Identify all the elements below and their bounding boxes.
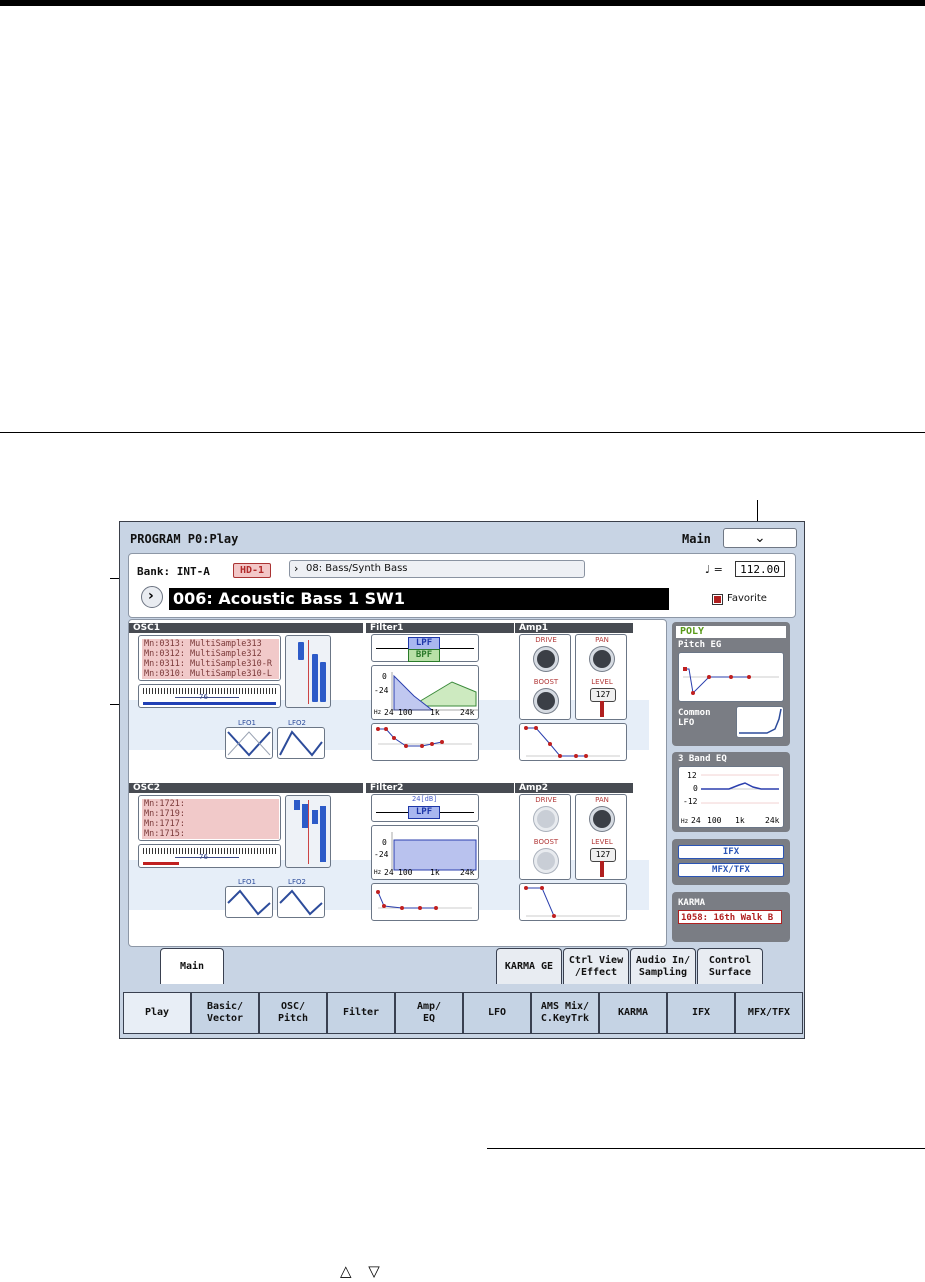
osc1-lfo1-label: LFO1 — [238, 719, 256, 727]
filter1-db-top: 0 — [382, 672, 387, 681]
favorite-checkbox[interactable] — [712, 594, 723, 605]
page-tab-bar — [123, 992, 803, 1034]
tab-play[interactable]: Play — [123, 992, 191, 1034]
program-play-screen — [119, 521, 805, 1039]
amp2-drive-label: DRIVE — [535, 796, 557, 804]
eq-freq-24: 24 — [691, 816, 701, 825]
filter1-eg-graph[interactable] — [371, 723, 479, 761]
osc1-header: OSC1 — [129, 623, 363, 633]
osc2-range-bar — [143, 862, 179, 865]
category-label: 08: Bass/Synth Bass — [306, 563, 408, 574]
subtab-audio-in[interactable]: Audio In/ Sampling — [630, 948, 696, 984]
amp1-header: Amp1 — [515, 623, 633, 633]
filter2-freq-1k: 1k — [430, 868, 440, 877]
tab-osc-pitch[interactable]: OSC/ Pitch — [259, 992, 327, 1034]
eq-freq-100: 100 — [707, 816, 722, 825]
tab-basic-vector[interactable]: Basic/ Vector — [191, 992, 259, 1034]
amp1-boost-knob[interactable] — [534, 689, 558, 713]
filter2-freq-24: 24 — [384, 868, 394, 877]
tempo-field[interactable]: 112.00 — [735, 561, 785, 577]
lfo-curve — [737, 707, 783, 737]
osc1-keyboard-range[interactable] — [138, 684, 281, 708]
osc2-ms-1: Mn:1721: — [142, 799, 279, 809]
filter1-type-box[interactable] — [371, 634, 479, 662]
osc1-ms-4: Mn:0310: MultiSample310-L — [142, 669, 279, 679]
subtab-ctrl-view[interactable]: Ctrl View /Effect — [563, 948, 629, 984]
osc2-ms-2: Mn:1719: — [142, 809, 279, 819]
osc1-ms-2: Mn:0312: MultiSample312 — [142, 649, 279, 659]
amp1-level-value[interactable]: 127 — [590, 688, 616, 702]
filter2-eg-curve — [372, 884, 478, 920]
voice-mode[interactable]: POLY — [676, 626, 786, 638]
keyboard-icon — [143, 848, 276, 854]
amp2-header: Amp2 — [515, 783, 633, 793]
filter1-db-bottom: -24 — [374, 686, 389, 695]
osc2-ms-3: Mn:1717: — [142, 819, 279, 829]
karma-panel — [672, 892, 790, 942]
filter1-response-graph[interactable] — [371, 665, 479, 720]
bottom-rule — [487, 1148, 925, 1149]
top-rule — [0, 0, 925, 6]
page-menu-button[interactable] — [723, 528, 797, 548]
tab-ifx[interactable]: IFX — [667, 992, 735, 1034]
amp1-eg-curve — [520, 724, 626, 760]
amp2-drive-boost — [519, 794, 571, 880]
program-name[interactable]: 006: Acoustic Bass 1 SW1 — [169, 588, 669, 610]
triangle-wave-icon — [278, 728, 324, 758]
filter2-hz: Hz — [374, 869, 382, 876]
eq-hz: Hz — [681, 818, 689, 825]
filter1-header: Filter1 — [366, 623, 514, 633]
eq-freq-1k: 1k — [735, 816, 745, 825]
amp2-boost-knob[interactable] — [534, 849, 558, 873]
checkbox-mark — [714, 596, 721, 603]
amp1-drive-label: DRIVE — [535, 636, 557, 644]
osc2-multisample-box[interactable] — [138, 795, 281, 841]
filter2-freq-24k: 24k — [460, 868, 475, 877]
tab-filter[interactable]: Filter — [327, 992, 395, 1034]
program-header-panel — [128, 553, 796, 618]
page-label: Main — [682, 532, 711, 546]
osc2-ms-4: Mn:1715: — [142, 829, 279, 839]
amp1-level-meter — [600, 701, 604, 717]
keyboard-icon — [143, 688, 276, 694]
filter1-type-a: LPF — [408, 637, 440, 650]
karma-gem-value[interactable]: 1058: 16th Walk B — [678, 910, 782, 924]
eq-panel — [672, 752, 790, 832]
tab-mfx-tfx[interactable]: MFX/TFX — [735, 992, 803, 1034]
osc1-lfo2-wave[interactable] — [277, 727, 325, 759]
filter2-header: Filter2 — [366, 783, 514, 793]
osc2-velocity-graph[interactable] — [285, 795, 331, 868]
chevron-right-icon: › — [148, 588, 154, 604]
amp2-level-meter — [600, 861, 604, 877]
mfx-tfx-button[interactable]: MFX/TFX — [678, 863, 784, 877]
amp2-eg-curve — [520, 884, 626, 920]
filter1-eg-curve — [372, 724, 478, 760]
osc1-lfo1-wave[interactable] — [225, 727, 273, 759]
tempo-symbol: ♩ = — [705, 563, 723, 576]
ifx-button[interactable]: IFX — [678, 845, 784, 859]
filter1-freq-1k: 1k — [430, 708, 440, 717]
subtab-control-surface[interactable]: Control Surface — [697, 948, 763, 984]
bank-label: Bank: INT-A — [137, 565, 210, 578]
window-title: PROGRAM P0:Play — [130, 532, 239, 546]
amp1-drive-knob[interactable] — [534, 647, 558, 671]
osc1-velocity-graph[interactable] — [285, 635, 331, 708]
eq-freq-24k: 24k — [765, 816, 780, 825]
filter1-type-b: BPF — [408, 649, 440, 662]
osc2-range-value: 76 — [199, 853, 208, 861]
amp2-pan-level — [575, 794, 627, 880]
triangle-wave-icon — [226, 887, 272, 917]
amp1-pan-label: PAN — [595, 636, 609, 644]
amp1-eg-graph[interactable] — [519, 723, 627, 761]
amp2-boost-label: BOOST — [533, 838, 559, 846]
triangle-wave-icon — [226, 728, 272, 758]
subtab-karma-ge[interactable]: KARMA GE — [496, 948, 562, 984]
amp2-pan-label: PAN — [595, 796, 609, 804]
tab-amp-eq[interactable]: Amp/ EQ — [395, 992, 463, 1034]
amp2-eg-graph[interactable] — [519, 883, 627, 921]
filter1-freq-24k: 24k — [460, 708, 475, 717]
amp1-pan-level — [575, 634, 627, 720]
common-lfo-label: Common LFO — [678, 708, 711, 728]
osc1-ms-1: Mn:0313: MultiSample313 — [142, 639, 279, 649]
osc2-lfo2-label: LFO2 — [288, 878, 306, 886]
amp1-pan-knob[interactable] — [590, 647, 614, 671]
filter2-db-top: 0 — [382, 838, 387, 847]
eq-graph[interactable] — [678, 766, 784, 828]
main-edit-panel — [128, 619, 667, 947]
amp1-drive-boost — [519, 634, 571, 720]
filter2-db-bottom: -24 — [374, 850, 389, 859]
pitch-eg-curve — [679, 653, 783, 701]
triangle-wave-icon — [278, 887, 324, 917]
eq-title: 3 Band EQ — [678, 754, 727, 764]
osc1-lfo2-label: LFO2 — [288, 719, 306, 727]
up-down-arrow-icons: △ ▽ — [340, 1262, 386, 1280]
tab-karma[interactable]: KARMA — [599, 992, 667, 1034]
chevron-right-icon: › — [294, 562, 299, 575]
eq-scale-m12: -12 — [683, 797, 698, 806]
osc2-lfo1-label: LFO1 — [238, 878, 256, 886]
osc2-lfo1-wave[interactable] — [225, 886, 273, 918]
filter1-hz: Hz — [374, 709, 382, 716]
amp2-pan-knob[interactable] — [590, 807, 614, 831]
category-selector[interactable] — [289, 560, 585, 578]
osc1-multisample-box[interactable] — [138, 635, 281, 681]
osc1-ms-3: Mn:0311: MultiSample310-R — [142, 659, 279, 669]
osc2-keyboard-range[interactable] — [138, 844, 281, 868]
eq-scale-12: 12 — [687, 771, 697, 780]
amp1-boost-label: BOOST — [533, 678, 559, 686]
filter2-slope: 24[dB] — [412, 795, 438, 803]
filter2-type-a: LPF — [408, 806, 440, 819]
filter2-response-graph[interactable] — [371, 825, 479, 880]
pitch-eg-panel — [672, 622, 790, 746]
bank-badge: HD-1 — [233, 563, 271, 578]
amp2-drive-knob[interactable] — [534, 807, 558, 831]
effects-panel — [672, 839, 790, 885]
subtab-main[interactable]: Main — [160, 948, 224, 984]
favorite-label: Favorite — [727, 593, 767, 604]
tab-lfo[interactable]: LFO — [463, 992, 531, 1034]
amp2-level-value[interactable]: 127 — [590, 848, 616, 862]
osc1-range-value: 76 — [199, 693, 208, 701]
pitch-eg-title: Pitch EG — [678, 640, 722, 650]
program-select-button[interactable] — [141, 586, 163, 608]
chevron-down-icon: ⌄ — [754, 530, 766, 546]
filter2-type-box[interactable] — [371, 794, 479, 822]
filter2-freq-100: 100 — [398, 868, 413, 877]
tab-ams-mix[interactable]: AMS Mix/ C.KeyTrk — [531, 992, 599, 1034]
filter2-eg-graph[interactable] — [371, 883, 479, 921]
amp2-level-label: LEVEL — [591, 838, 613, 846]
eq-scale-0: 0 — [693, 784, 698, 793]
filter1-freq-100: 100 — [398, 708, 413, 717]
common-lfo-graph[interactable] — [736, 706, 784, 738]
karma-title: KARMA — [678, 898, 706, 908]
osc2-lfo2-wave[interactable] — [277, 886, 325, 918]
amp1-level-label: LEVEL — [591, 678, 613, 686]
pitch-eg-graph[interactable] — [678, 652, 784, 702]
osc2-header: OSC2 — [129, 783, 363, 793]
section-divider — [0, 432, 925, 433]
filter1-freq-24: 24 — [384, 708, 394, 717]
osc1-range-bar — [143, 702, 276, 705]
